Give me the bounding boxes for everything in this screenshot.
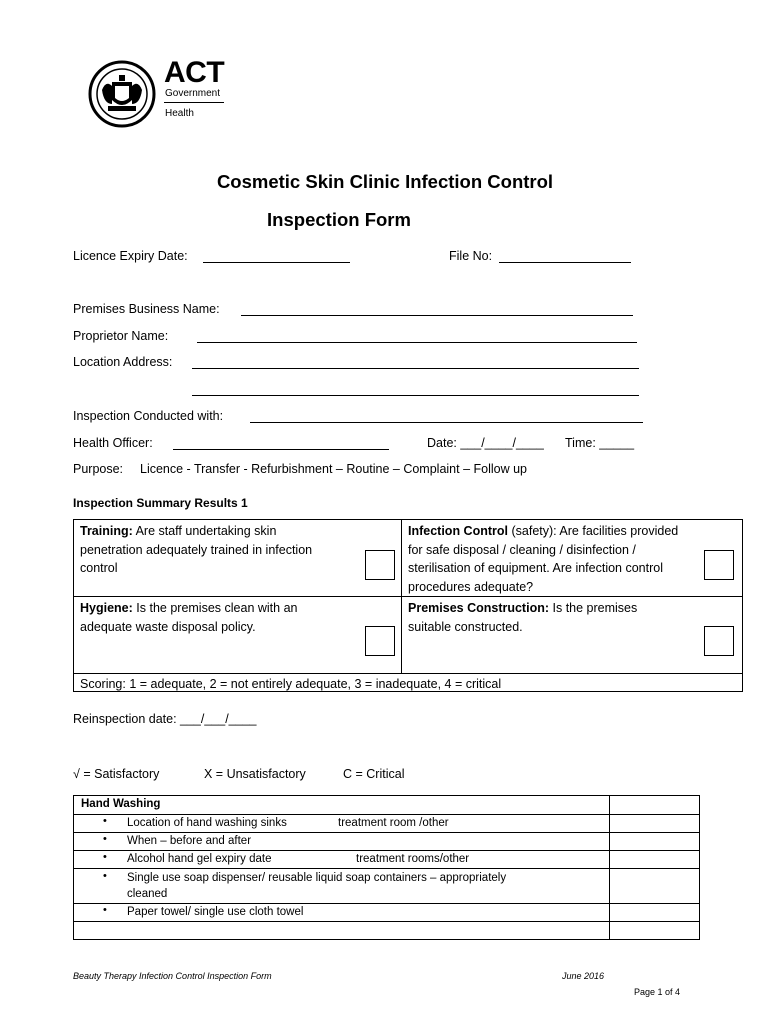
hand-washing-item-detail: treatment room /other <box>338 817 449 829</box>
location-input-line1[interactable] <box>192 368 639 369</box>
legend-critical: C = Critical <box>343 767 405 781</box>
table-row-divider <box>74 868 699 869</box>
bullet-icon: • <box>103 815 107 827</box>
hand-washing-item-detail: treatment rooms/other <box>356 853 470 865</box>
summary-scoring-divider <box>74 673 742 674</box>
bullet-icon: • <box>103 851 107 863</box>
premises-construction-label: Premises Construction: <box>408 601 550 615</box>
licence-expiry-label: Licence Expiry Date: <box>73 249 188 263</box>
hygiene-label: Hygiene: <box>80 601 133 615</box>
bullet-icon: • <box>103 904 107 916</box>
hand-washing-item-continued: cleaned <box>127 888 168 900</box>
premises-construction-cell <box>408 599 678 636</box>
conducted-with-label: Inspection Conducted with: <box>73 409 224 423</box>
training-text: Are staff undertaking skin penetration adequately trained in infection control <box>80 524 313 575</box>
health-officer-label: Health Officer: <box>73 436 153 450</box>
training-cell <box>80 522 330 578</box>
premises-construction-text: Is the premises suitable constructed. <box>408 601 638 634</box>
infection-control-label: Infection Control <box>408 524 508 538</box>
bullet-icon: • <box>103 833 107 845</box>
document-subtitle: Inspection Form <box>267 209 411 230</box>
document-title: Cosmetic Skin Clinic Infection Control <box>216 171 554 192</box>
scoring-legend: Scoring: 1 = adequate, 2 = not entirely adequate, 3 = inadequate, 4 = critical <box>80 677 502 691</box>
logo-act-text: ACT <box>164 56 225 89</box>
summary-heading: Inspection Summary Results 1 <box>73 496 248 510</box>
conducted-with-input[interactable] <box>250 422 643 423</box>
proprietor-input[interactable] <box>197 342 637 343</box>
health-officer-input[interactable] <box>173 449 389 450</box>
logo-divider <box>164 102 224 103</box>
summary-row-divider <box>74 596 742 597</box>
licence-expiry-input[interactable] <box>203 262 350 263</box>
file-no-input[interactable] <box>499 262 631 263</box>
hand-washing-heading: Hand Washing <box>81 798 161 810</box>
hand-washing-item: Location of hand washing sinks <box>127 817 287 829</box>
hand-washing-item: Alcohol hand gel expiry date <box>127 853 272 865</box>
inspection-summary-table <box>73 519 743 692</box>
training-label: Training: <box>80 524 133 538</box>
hygiene-text: Is the premises clean with an adequate waste disposal policy. <box>80 601 298 634</box>
coat-of-arms-seal <box>88 60 156 128</box>
footer-form-name: Beauty Therapy Infection Control Inspection Form <box>73 971 272 981</box>
date-field[interactable]: Date: ___/____/____ <box>427 436 544 450</box>
table-row-divider <box>74 921 699 922</box>
hygiene-score-box[interactable] <box>365 626 395 656</box>
training-score-box[interactable] <box>365 550 395 580</box>
legend-satisfactory: √ = Satisfactory <box>73 767 160 781</box>
logo-health-text: Health <box>165 108 194 119</box>
proprietor-label: Proprietor Name: <box>73 329 169 343</box>
business-name-input[interactable] <box>241 315 633 316</box>
footer-date: June 2016 <box>562 971 605 981</box>
time-field[interactable]: Time: _____ <box>565 436 635 450</box>
bullet-icon: • <box>103 870 107 882</box>
hand-washing-item: Paper towel/ single use cloth towel <box>127 906 304 918</box>
reinspection-date-field[interactable]: Reinspection date: ___/___/____ <box>73 712 257 726</box>
premises-construction-score-box[interactable] <box>704 626 734 656</box>
hand-washing-table <box>73 795 700 940</box>
business-name-label: Premises Business Name: <box>73 302 220 316</box>
infection-control-text: (safety): Are facilities provided for safe disposal / cleaning / disinfection / sterilisation of equipment. Are infection control procedures adequate? <box>408 524 679 594</box>
legend-unsatisfactory: X = Unsatisfactory <box>204 767 306 781</box>
hand-washing-item: Single use soap dispenser/ reusable liquid soap containers – appropriately <box>127 872 507 884</box>
logo-government-text: Government <box>165 88 221 99</box>
infection-control-cell <box>408 522 693 596</box>
location-input-line2[interactable] <box>192 395 639 396</box>
hygiene-cell <box>80 599 350 636</box>
purpose-options: Licence - Transfer - Refurbishment – Routine – Complaint – Follow up <box>140 462 527 476</box>
infection-control-score-box[interactable] <box>704 550 734 580</box>
location-label: Location Address: <box>73 355 173 369</box>
hand-washing-item: When – before and after <box>127 835 252 847</box>
footer-page-number: Page 1 of 4 <box>634 987 681 997</box>
file-no-label: File No: <box>449 249 493 263</box>
purpose-label: Purpose: <box>73 462 124 476</box>
